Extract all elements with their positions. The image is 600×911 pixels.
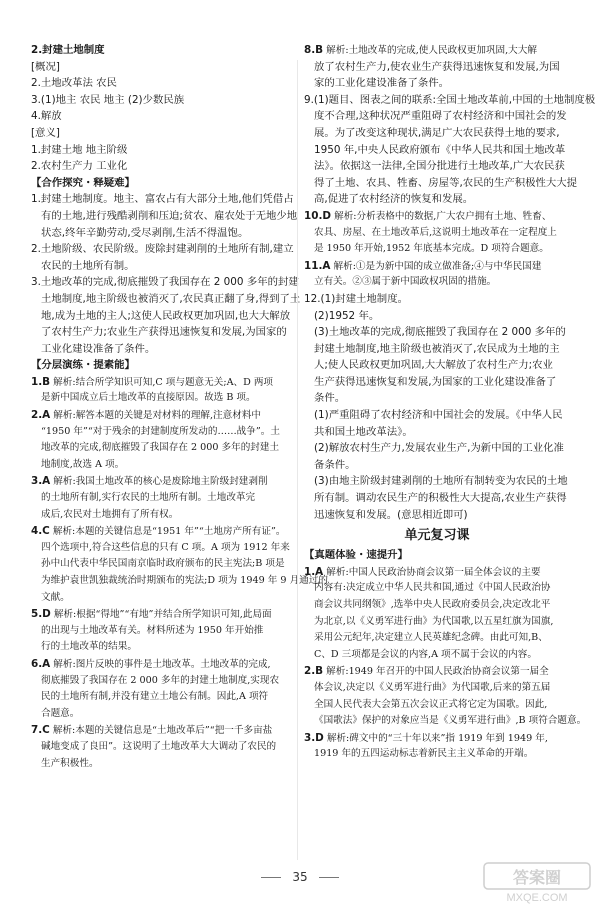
right-column [304, 42, 596, 763]
text-line: 9.(1)题目、图表之间的联系:全国土地改革前,中国的土地制度极 [304, 93, 596, 106]
section-heading: 【合作探究・释疑难】 [31, 176, 135, 189]
answer-explanation: 解析:解答本题的关键是对材料的理解,注意材料中 [50, 410, 262, 422]
text-line: 地制度,故选 A 项。 [41, 458, 125, 470]
answer-explanation: 解析:碑文中的“三十年以来”指 1919 年到 1949 年, [323, 732, 548, 744]
text-line: 1.封建土地制度。地主、富农占有大部分土地,他们凭借占 [31, 193, 294, 206]
text-line: 生产获得迅速恢复和发展,为国家的工业化建设准备了 [314, 375, 557, 388]
text-line: 状态,终年辛勤劳动,受尽剥削,生活不得温饱。 [41, 226, 249, 239]
text-line: 是 1950 年开始,1952 年底基本完成。D 项符合题意。 [314, 243, 549, 255]
answer-label: 10.D [304, 209, 332, 222]
text-line: 2.土地阶级、农民阶级。废除封建剥削的土地所有制,建立 [31, 243, 294, 256]
answer-label: 11.A [304, 259, 331, 272]
page-number: 35 [292, 870, 308, 884]
text-line [31, 606, 292, 623]
text-line: 土地制度,地主阶级也被消灭了,农民真正翻了身,得到了土 [41, 292, 301, 305]
answer-explanation: 解析:根据“得地”“有地”并结合所学知识可知,此局面 [50, 609, 272, 621]
text-line: 文献。 [41, 591, 70, 603]
text-line [304, 42, 570, 59]
text-line: C、D 三项都是会议的内容,A 项不属于会议的内容。 [314, 648, 537, 660]
text-line [31, 374, 292, 391]
text-line: 采用公元纪年,决定建立人民英雄纪念碑。由此可知,B、 [314, 632, 548, 644]
text-line: 合题意。 [41, 707, 80, 719]
answer-label: 2.A [31, 409, 51, 422]
watermark-logo [482, 859, 592, 905]
text-line: 1919 年的五四运动标志着新民主主义革命的开端。 [314, 748, 534, 760]
text-line [31, 407, 292, 424]
answer-label: 3.A [31, 475, 51, 488]
answer-label: 3.D [304, 731, 324, 744]
unit-title: 单元复习课 [404, 528, 470, 544]
text-line: 彻底摧毁了我国存在 2 000 多年的封建土地制度,实现农 [41, 674, 280, 686]
text-line: 人;使人民政权更加巩固,大大解放了农村生产力;农业 [314, 359, 553, 372]
text-line: 全国人民代表大会第五次会议正式将它定为国歌。因此, [314, 698, 548, 710]
text-line: 度不合理,这种状况严重阻碍了农村经济和中国社会的发 [314, 110, 567, 123]
answer-explanation: 解析:图片反映的事件是土地改革。土地改革的完成, [50, 658, 271, 670]
answer-label: 1.B [31, 375, 51, 388]
answer-explanation: 解析:分析表格中的数据,广大农户拥有土地、牲畜、 [331, 210, 552, 222]
section-heading: 【分层演练・提素能】 [31, 359, 135, 372]
text-line [304, 564, 570, 581]
text-line: 商会议共同纲领》,选举中央人民政府委员会,决定改北平 [314, 599, 551, 610]
text-line: 封建土地制度,地主阶级也被消灭了,农民成为土地的主 [314, 342, 560, 355]
text-line: 2.农村生产力 工业化 [31, 160, 128, 173]
svg-text:MXQE.COM: MXQE.COM [506, 892, 568, 904]
text-line: 条件。 [314, 392, 346, 405]
text-line: 2.土地改革法 农民 [31, 77, 117, 90]
text-line [31, 722, 292, 739]
svg-text:答案圈: 答案圈 [512, 870, 562, 887]
text-line: 1950 年,中央人民政府颁布《中华人民共和国土地改革 [314, 143, 566, 156]
text-line: 立有关。②③属于新中国政权巩固的措施。 [314, 276, 497, 288]
text-line: 行的土地改革的结果。 [41, 641, 137, 653]
text-line [304, 663, 570, 680]
text-line: (2)解放农村生产力,发展农业生产,为新中国的工业化准 [314, 442, 564, 455]
text-line: [概况] [31, 60, 60, 73]
text-line: 放了农村生产力,使农业生产获得迅速恢复和发展,为国 [314, 60, 560, 73]
answer-explanation: 解析:本题的关键信息是“1951 年”“土地房产所有证”。 [49, 526, 286, 538]
text-line: 《国歌法》保护的对象应当是《义勇军进行曲》,B 项符合题意。 [314, 715, 587, 727]
answer-explanation: 解析:中国人民政治协商会议第一届全体会议的主要 [323, 566, 541, 578]
answer-label: 8.B [304, 44, 324, 56]
text-line: 生产积极性。 [41, 757, 99, 769]
text-line: 了农村生产力;农业生产获得迅速恢复和发展,为国家的 [41, 326, 287, 339]
text-line: 2.封建土地制度 [31, 44, 105, 56]
text-line: 1.封建土地 地主阶级 [31, 143, 128, 156]
text-line: 为北京,以《义勇军进行曲》为代国歌,以五星红旗为国旗, [314, 615, 554, 627]
answer-label: 7.C [31, 724, 50, 737]
text-line: 所有制。调动农民生产的积极性大大提高,农业生产获得 [314, 492, 567, 505]
text-line: “1950 年”“对于残余的封建制度所发动的……战争”。土 [41, 425, 280, 437]
text-line [31, 523, 292, 540]
text-line [31, 473, 292, 490]
text-line [304, 258, 570, 275]
answer-label: 6.A [31, 657, 51, 670]
text-line: 12.(1)封建土地制度。 [304, 292, 408, 305]
text-line: (2)1952 年。 [314, 309, 380, 322]
text-line: 有的土地,进行残酷剥削和压迫;贫农、雇农处于无地少地 [41, 209, 298, 222]
text-line: 法》。依据这一法律,全国分批进行土地改革,广大农民获 [314, 160, 565, 173]
text-line: 共和国土地改革法》。 [314, 425, 413, 438]
answer-explanation: 解析:土地改革的完成,使人民政权更加巩固,大大解 [323, 45, 537, 56]
footer-dash-right [319, 877, 339, 878]
text-line: 的土地所有制,实行农民的土地所有制。土地改革完 [41, 492, 256, 504]
answer-label: 5.D [31, 608, 51, 621]
answer-explanation: 解析:我国土地改革的核心是废除地主阶级封建剥削 [50, 476, 268, 488]
text-line: 碱地变成了良田”。这说明了土地改革大大调动了农民的 [41, 740, 277, 752]
text-line: 体会议,决定以《义勇军进行曲》为代国歌,后来的第五届 [314, 681, 551, 693]
text-line [304, 208, 570, 225]
text-line: [意义] [31, 126, 60, 139]
answer-explanation: 解析:1949 年召开的中国人民政治协商会议第一届全 [323, 666, 549, 678]
text-line: 备条件。 [314, 458, 356, 471]
answer-explanation: 解析:结合所学知识可知,C 项与题意无关;A、D 两项 [50, 376, 274, 388]
text-line [31, 656, 292, 673]
footer-dash-left [261, 877, 281, 878]
text-line: 农具、房屋、在土地改革后,这说明土地改革在一定程度上 [314, 226, 557, 238]
text-line: 3.土地改革的完成,彻底摧毁了我国存在 2 000 多年的封建 [31, 276, 299, 289]
text-line: 迅速恢复和发展。(意思相近即可) [314, 508, 468, 521]
text-line: 家的工业化建设准备了条件。 [314, 77, 450, 90]
text-line: 是新中国成立后土地改革的直接原因。故选 B 项。 [41, 392, 256, 404]
text-line: 农民的土地所有制。 [41, 259, 135, 272]
text-line: 内容有:决定成立中华人民共和国,通过《中国人民政治协 [314, 582, 551, 594]
text-line: (3)土地改革的完成,彻底摧毁了我国存在 2 000 多年的 [314, 326, 566, 339]
text-line: 4.解放 [31, 110, 62, 123]
text-line: 展。为了改变这种现状,满足广大农民获得土地的要求, [314, 126, 560, 139]
text-line: 孙中山代表中华民国南京临时政府颁布的民主宪法;B 项是 [41, 558, 285, 570]
text-line: 为维护袁世凯独裁统治时期颁布的宪法;D 项为 1949 年 9 月通过的 [41, 575, 328, 586]
text-line: 地改革的完成,彻底摧毁了我国存在 2 000 多年的封建土 [41, 442, 280, 454]
text-line: 四个选项中,符合这些信息的只有 C 项。A 项为 1912 年来 [41, 541, 290, 553]
answer-label: 2.B [304, 665, 324, 678]
text-line: 成后,农民对土地拥有了所有权。 [41, 508, 179, 520]
answer-label: 1.A [304, 565, 324, 578]
section-heading: 【真题体验・速提升】 [304, 549, 408, 562]
answer-label: 4.C [31, 525, 50, 538]
text-line: 3.(1)地主 农民 地主 (2)少数民族 [31, 93, 185, 106]
answer-explanation: 解析:本题的关键信息是“土地改革后”“把一千多亩盐 [49, 725, 273, 737]
text-line: 民的土地所有制,并没有建立土地公有制。因此,A 项符 [41, 691, 269, 703]
column-divider [297, 60, 298, 860]
text-line: 的出现与土地改革有关。材料所述为 1950 年开始推 [41, 624, 264, 636]
text-line [304, 730, 570, 747]
text-line: 地,成为土地的主人;这使人民政权更加巩固,也大大解放 [41, 309, 291, 322]
text-line: 工业化建设准备了条件。 [41, 342, 156, 355]
text-line: (3)由地主阶级封建剥削的土地所有制转变为农民的土地 [314, 475, 568, 488]
text-line: 得了土地、农具、牲畜、房屋等,农民的生产积极性大大提 [314, 176, 578, 189]
text-line: (1)严重阻碍了农村经济和中国社会的发展。《中华人民 [314, 409, 563, 422]
text-line: 高,促进了农村经济的恢复和发展。 [314, 193, 474, 206]
answer-explanation: 解析:①是为新中国的成立做准备;④与中华民国建 [330, 260, 542, 272]
